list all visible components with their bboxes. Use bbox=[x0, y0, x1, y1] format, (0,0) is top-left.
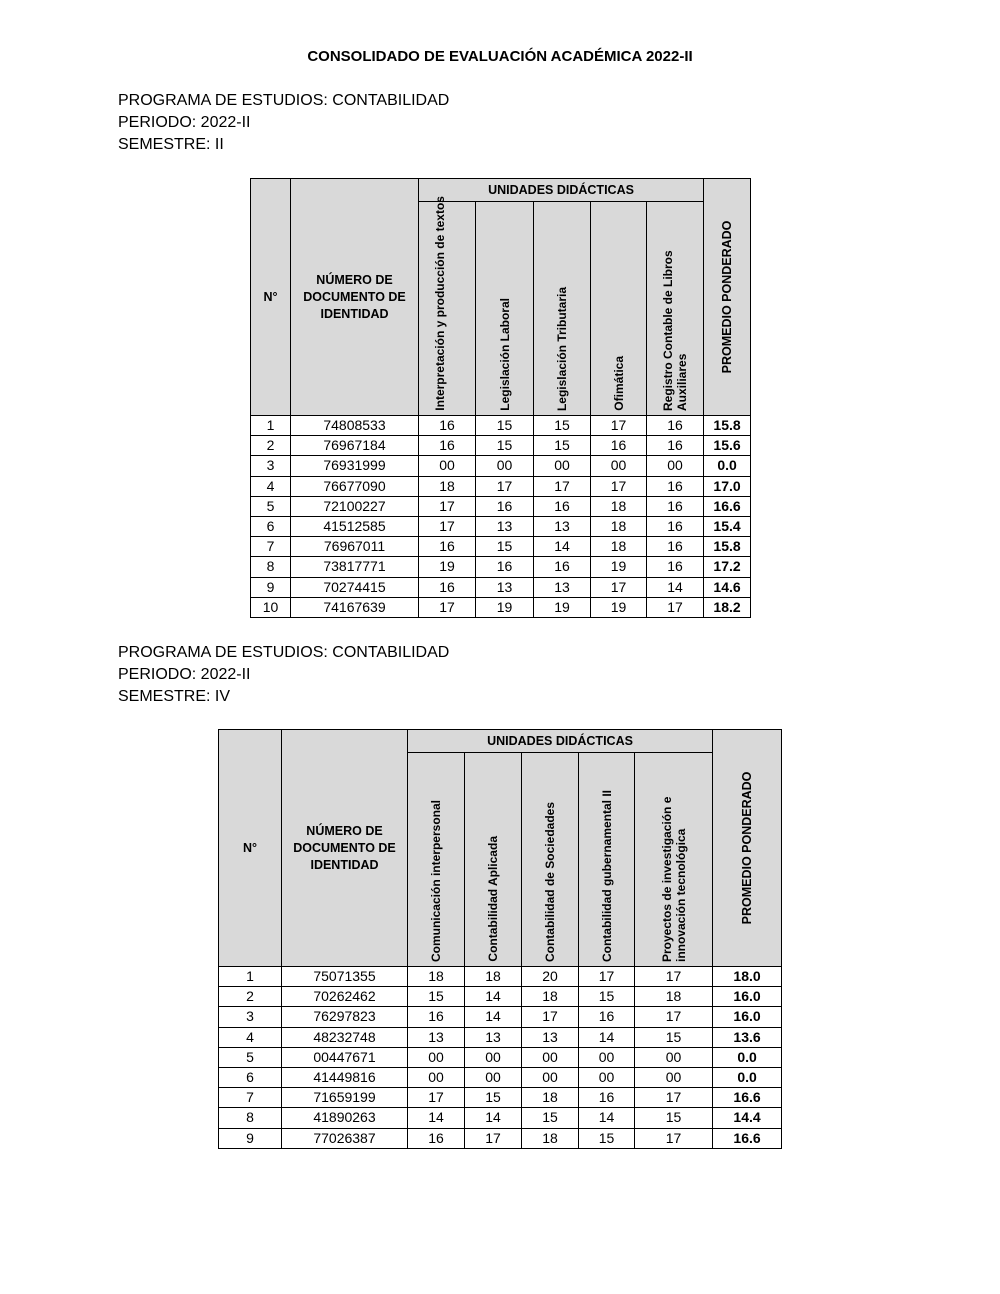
header-units: UNIDADES DIDÁCTICAS bbox=[408, 730, 713, 753]
grade-cell: 20 bbox=[522, 967, 579, 987]
grade-cell: 16 bbox=[647, 436, 704, 456]
weighted-average-cell: 15.8 bbox=[704, 416, 751, 436]
grade-cell: 16 bbox=[579, 1088, 635, 1108]
grade-cell: 14 bbox=[579, 1027, 635, 1047]
row-number-cell: 9 bbox=[251, 577, 291, 597]
weighted-average-cell: 16.6 bbox=[713, 1128, 782, 1148]
grade-cell: 17 bbox=[408, 1088, 465, 1108]
row-number-cell: 3 bbox=[219, 1007, 282, 1027]
table-row bbox=[251, 436, 751, 456]
semester-label: SEMESTRE: IV bbox=[118, 688, 231, 705]
grade-cell: 00 bbox=[534, 456, 591, 476]
weighted-average-cell: 16.6 bbox=[704, 496, 751, 516]
grade-cell: 17 bbox=[534, 476, 591, 496]
grade-cell: 15 bbox=[579, 1128, 635, 1148]
grade-cell: 18 bbox=[591, 537, 647, 557]
row-number-cell: 4 bbox=[219, 1027, 282, 1047]
header-subject: Legislación Laboral bbox=[476, 202, 534, 416]
grade-cell: 14 bbox=[647, 577, 704, 597]
row-number-cell: 3 bbox=[251, 456, 291, 476]
grade-cell: 18 bbox=[522, 1128, 579, 1148]
document-id-cell: 48232748 bbox=[282, 1027, 408, 1047]
grade-cell: 13 bbox=[408, 1027, 465, 1047]
document-id-cell: 73817771 bbox=[291, 557, 419, 577]
header-subject: Legislación Tributaria bbox=[534, 202, 591, 416]
grade-cell: 16 bbox=[476, 496, 534, 516]
grade-cell: 16 bbox=[647, 537, 704, 557]
weighted-average-cell: 14.6 bbox=[704, 577, 751, 597]
period-label: PERIODO: 2022-II bbox=[118, 114, 251, 131]
grade-cell: 16 bbox=[408, 1128, 465, 1148]
grade-cell: 14 bbox=[465, 1108, 522, 1128]
grade-cell: 14 bbox=[465, 987, 522, 1007]
header-subject: Contabilidad Aplicada bbox=[465, 753, 522, 967]
grade-cell: 15 bbox=[522, 1108, 579, 1128]
grade-cell: 00 bbox=[476, 456, 534, 476]
grade-cell: 17 bbox=[647, 597, 704, 617]
grade-cell: 17 bbox=[419, 496, 476, 516]
header-subject: Comunicación interpersonal bbox=[408, 753, 465, 967]
table-row bbox=[219, 1088, 782, 1108]
header-document-id: NÚMERO DE DOCUMENTO DE IDENTIDAD bbox=[282, 730, 408, 967]
grade-cell: 14 bbox=[408, 1108, 465, 1128]
row-number-cell: 7 bbox=[219, 1088, 282, 1108]
table-row bbox=[251, 516, 751, 536]
grade-cell: 15 bbox=[476, 537, 534, 557]
grade-cell: 17 bbox=[591, 416, 647, 436]
table-row bbox=[251, 597, 751, 617]
section-1-meta bbox=[118, 90, 449, 156]
grade-cell: 14 bbox=[579, 1108, 635, 1128]
document-id-cell: 76967184 bbox=[291, 436, 419, 456]
grade-cell: 18 bbox=[465, 967, 522, 987]
header-document-id: NÚMERO DE DOCUMENTO DE IDENTIDAD bbox=[291, 179, 419, 416]
section-2-meta bbox=[118, 642, 449, 708]
grade-cell: 13 bbox=[476, 577, 534, 597]
grade-cell: 16 bbox=[647, 416, 704, 436]
grade-cell: 18 bbox=[522, 987, 579, 1007]
row-number-cell: 5 bbox=[251, 496, 291, 516]
weighted-average-cell: 0.0 bbox=[713, 1067, 782, 1087]
weighted-average-cell: 15.6 bbox=[704, 436, 751, 456]
grade-cell: 17 bbox=[522, 1007, 579, 1027]
grade-cell: 15 bbox=[534, 436, 591, 456]
table-row bbox=[251, 537, 751, 557]
grade-cell: 14 bbox=[534, 537, 591, 557]
grade-cell: 00 bbox=[465, 1047, 522, 1067]
row-number-cell: 2 bbox=[219, 987, 282, 1007]
table-row bbox=[219, 987, 782, 1007]
header-subject: Contabilidad de Sociedades bbox=[522, 753, 579, 967]
grade-cell: 15 bbox=[635, 1108, 713, 1128]
weighted-average-cell: 15.8 bbox=[704, 537, 751, 557]
grade-cell: 17 bbox=[419, 516, 476, 536]
grade-cell: 16 bbox=[579, 1007, 635, 1027]
grade-cell: 16 bbox=[647, 557, 704, 577]
grade-cell: 13 bbox=[476, 516, 534, 536]
weighted-average-cell: 18.2 bbox=[704, 597, 751, 617]
header-subject: Interpretación y producción de textos bbox=[419, 202, 476, 416]
document-id-cell: 71659199 bbox=[282, 1088, 408, 1108]
grade-cell: 19 bbox=[534, 597, 591, 617]
grade-cell: 17 bbox=[591, 476, 647, 496]
table-row bbox=[219, 967, 782, 987]
grade-cell: 19 bbox=[591, 597, 647, 617]
document-id-cell: 77026387 bbox=[282, 1128, 408, 1148]
grade-cell: 00 bbox=[635, 1047, 713, 1067]
grade-cell: 16 bbox=[534, 557, 591, 577]
program-label: PROGRAMA DE ESTUDIOS: CONTABILIDAD bbox=[118, 92, 450, 109]
header-weighted-average: PROMEDIO PONDERADO bbox=[713, 730, 782, 967]
grade-cell: 16 bbox=[419, 436, 476, 456]
grades-table-semester-iv bbox=[218, 729, 782, 1149]
row-number-cell: 7 bbox=[251, 537, 291, 557]
grade-cell: 18 bbox=[419, 476, 476, 496]
grade-cell: 15 bbox=[635, 1027, 713, 1047]
row-number-cell: 1 bbox=[219, 967, 282, 987]
row-number-cell: 2 bbox=[251, 436, 291, 456]
grade-cell: 18 bbox=[635, 987, 713, 1007]
weighted-average-cell: 13.6 bbox=[713, 1027, 782, 1047]
grade-cell: 00 bbox=[465, 1067, 522, 1087]
grade-cell: 15 bbox=[465, 1088, 522, 1108]
grade-cell: 00 bbox=[647, 456, 704, 476]
table-row bbox=[251, 557, 751, 577]
document-id-cell: 70274415 bbox=[291, 577, 419, 597]
header-subject: Contabilidad gubernamental II bbox=[579, 753, 635, 967]
grade-cell: 00 bbox=[408, 1067, 465, 1087]
weighted-average-cell: 16.6 bbox=[713, 1088, 782, 1108]
document-id-cell: 76677090 bbox=[291, 476, 419, 496]
grade-cell: 16 bbox=[534, 496, 591, 516]
document-id-cell: 76297823 bbox=[282, 1007, 408, 1027]
table-row bbox=[251, 476, 751, 496]
grade-cell: 19 bbox=[591, 557, 647, 577]
document-id-cell: 41449816 bbox=[282, 1067, 408, 1087]
document-id-cell: 41512585 bbox=[291, 516, 419, 536]
document-id-cell: 72100227 bbox=[291, 496, 419, 516]
row-number-cell: 1 bbox=[251, 416, 291, 436]
grade-cell: 17 bbox=[635, 967, 713, 987]
grade-cell: 17 bbox=[476, 476, 534, 496]
grade-cell: 16 bbox=[647, 476, 704, 496]
table-row bbox=[219, 1007, 782, 1027]
header-number: N° bbox=[251, 179, 291, 416]
grade-cell: 19 bbox=[476, 597, 534, 617]
header-weighted-average: PROMEDIO PONDERADO bbox=[704, 179, 751, 416]
semester-label: SEMESTRE: II bbox=[118, 136, 224, 153]
row-number-cell: 5 bbox=[219, 1047, 282, 1067]
grade-cell: 00 bbox=[419, 456, 476, 476]
grade-cell: 18 bbox=[522, 1088, 579, 1108]
weighted-average-cell: 17.2 bbox=[704, 557, 751, 577]
grade-cell: 16 bbox=[408, 1007, 465, 1027]
document-id-cell: 74808533 bbox=[291, 416, 419, 436]
table-row bbox=[251, 456, 751, 476]
grade-cell: 00 bbox=[579, 1067, 635, 1087]
grade-cell: 18 bbox=[591, 516, 647, 536]
period-label: PERIODO: 2022-II bbox=[118, 666, 251, 683]
grade-cell: 16 bbox=[419, 577, 476, 597]
table-row bbox=[219, 1108, 782, 1128]
grade-cell: 00 bbox=[522, 1067, 579, 1087]
grade-cell: 15 bbox=[534, 416, 591, 436]
weighted-average-cell: 0.0 bbox=[704, 456, 751, 476]
grade-cell: 00 bbox=[591, 456, 647, 476]
header-subject: Registro Contable de Libros Auxiliares bbox=[647, 202, 704, 416]
grade-cell: 00 bbox=[408, 1047, 465, 1067]
row-number-cell: 8 bbox=[219, 1108, 282, 1128]
table-row bbox=[219, 1027, 782, 1047]
grade-cell: 00 bbox=[579, 1047, 635, 1067]
weighted-average-cell: 14.4 bbox=[713, 1108, 782, 1128]
grade-cell: 17 bbox=[419, 597, 476, 617]
weighted-average-cell: 16.0 bbox=[713, 987, 782, 1007]
grade-cell: 17 bbox=[465, 1128, 522, 1148]
header-subject: Ofimática bbox=[591, 202, 647, 416]
program-label: PROGRAMA DE ESTUDIOS: CONTABILIDAD bbox=[118, 644, 450, 661]
document-id-cell: 76931999 bbox=[291, 456, 419, 476]
table-row bbox=[219, 1067, 782, 1087]
grade-cell: 15 bbox=[408, 987, 465, 1007]
grade-cell: 13 bbox=[534, 516, 591, 536]
grade-cell: 00 bbox=[522, 1047, 579, 1067]
document-id-cell: 75071355 bbox=[282, 967, 408, 987]
grade-cell: 14 bbox=[465, 1007, 522, 1027]
table-row bbox=[219, 1047, 782, 1067]
row-number-cell: 9 bbox=[219, 1128, 282, 1148]
grade-cell: 17 bbox=[579, 967, 635, 987]
grade-cell: 18 bbox=[408, 967, 465, 987]
grade-cell: 13 bbox=[522, 1027, 579, 1047]
row-number-cell: 10 bbox=[251, 597, 291, 617]
grade-cell: 15 bbox=[476, 416, 534, 436]
table-row bbox=[219, 1128, 782, 1148]
grade-cell: 16 bbox=[591, 436, 647, 456]
document-id-cell: 41890263 bbox=[282, 1108, 408, 1128]
grade-cell: 19 bbox=[419, 557, 476, 577]
grade-cell: 13 bbox=[465, 1027, 522, 1047]
grade-cell: 13 bbox=[534, 577, 591, 597]
row-number-cell: 4 bbox=[251, 476, 291, 496]
grade-cell: 18 bbox=[591, 496, 647, 516]
weighted-average-cell: 17.0 bbox=[704, 476, 751, 496]
weighted-average-cell: 18.0 bbox=[713, 967, 782, 987]
table-row bbox=[251, 496, 751, 516]
table-row bbox=[251, 416, 751, 436]
grade-cell: 16 bbox=[419, 537, 476, 557]
grade-cell: 17 bbox=[635, 1088, 713, 1108]
grade-cell: 15 bbox=[579, 987, 635, 1007]
table-row bbox=[251, 577, 751, 597]
grade-cell: 15 bbox=[476, 436, 534, 456]
grade-cell: 17 bbox=[635, 1007, 713, 1027]
grade-cell: 00 bbox=[635, 1067, 713, 1087]
row-number-cell: 6 bbox=[251, 516, 291, 536]
grade-cell: 16 bbox=[476, 557, 534, 577]
document-id-cell: 70262462 bbox=[282, 987, 408, 1007]
document-id-cell: 74167639 bbox=[291, 597, 419, 617]
grade-cell: 17 bbox=[591, 577, 647, 597]
grade-cell: 16 bbox=[647, 496, 704, 516]
weighted-average-cell: 15.4 bbox=[704, 516, 751, 536]
grade-cell: 16 bbox=[419, 416, 476, 436]
grade-cell: 17 bbox=[635, 1128, 713, 1148]
document-id-cell: 00447671 bbox=[282, 1047, 408, 1067]
header-number: N° bbox=[219, 730, 282, 967]
header-subject: Proyectos de investigación e innovación tecnológica bbox=[635, 753, 713, 967]
header-units: UNIDADES DIDÁCTICAS bbox=[419, 179, 704, 202]
document-title: CONSOLIDADO DE EVALUACIÓN ACADÉMICA 2022-II bbox=[307, 48, 693, 65]
document-id-cell: 76967011 bbox=[291, 537, 419, 557]
grades-table-semester-ii bbox=[250, 178, 751, 618]
weighted-average-cell: 16.0 bbox=[713, 1007, 782, 1027]
row-number-cell: 6 bbox=[219, 1067, 282, 1087]
row-number-cell: 8 bbox=[251, 557, 291, 577]
grade-cell: 16 bbox=[647, 516, 704, 536]
weighted-average-cell: 0.0 bbox=[713, 1047, 782, 1067]
